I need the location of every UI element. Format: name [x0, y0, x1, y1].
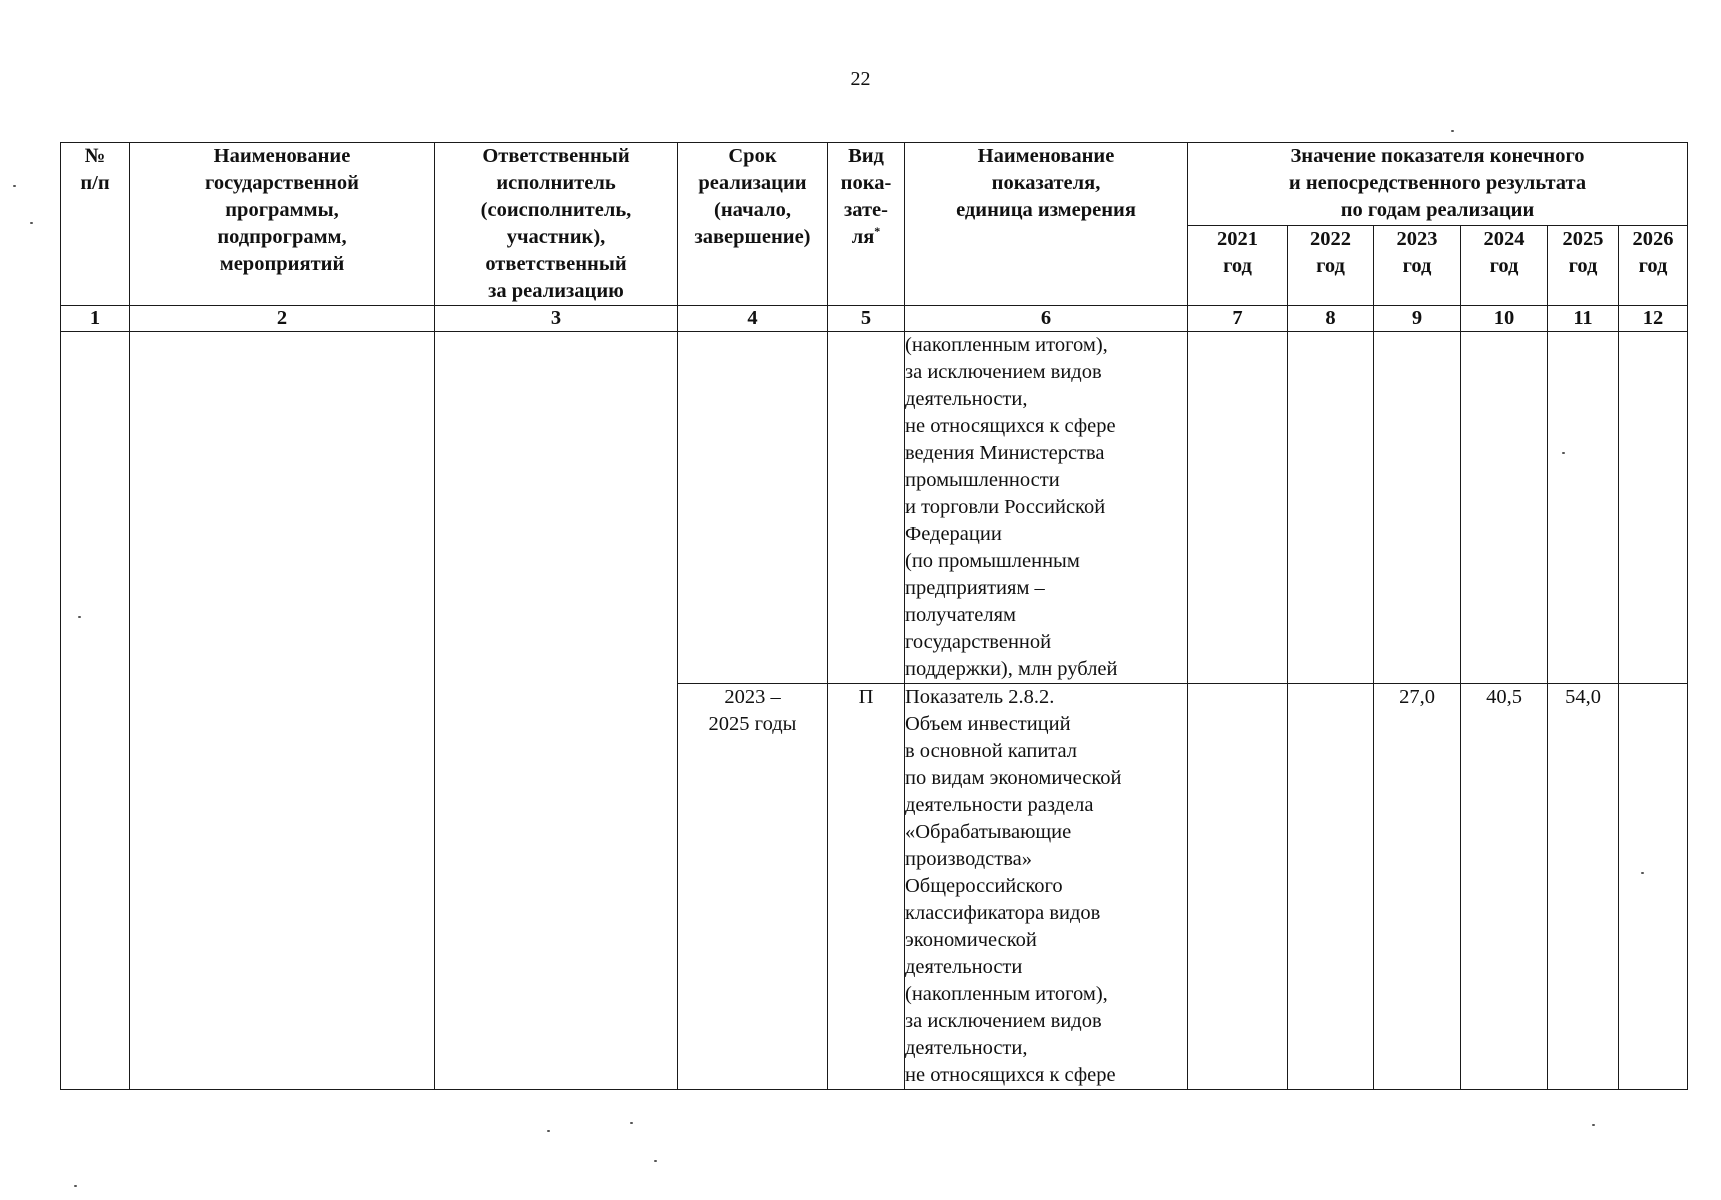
cell-value-2022 — [1288, 684, 1374, 1090]
column-number: 11 — [1548, 306, 1619, 332]
scan-speck — [30, 222, 33, 224]
header-row-top — [61, 143, 1688, 226]
cell-value-2022 — [1288, 332, 1374, 684]
column-number: 10 — [1461, 306, 1548, 332]
header-year-2026: 2026 год — [1619, 226, 1688, 306]
cell-value-2021 — [1188, 684, 1288, 1090]
column-number: 6 — [905, 306, 1188, 332]
cell-value-2021 — [1188, 332, 1288, 684]
scan-speck — [1562, 452, 1565, 454]
header-program-name: Наименование государственной программы, подпрограмм, мероприятий — [130, 143, 435, 306]
cell-value-2025 — [1548, 332, 1619, 684]
cell-value-2026 — [1619, 684, 1688, 1090]
indicators-table — [60, 142, 1688, 1090]
header-number: № п/п — [61, 143, 130, 306]
header-year-2023: 2023 год — [1374, 226, 1461, 306]
column-number: 5 — [828, 306, 905, 332]
header-period: Срок реализации (начало, завершение) — [678, 143, 828, 306]
column-number: 1 — [61, 306, 130, 332]
cell-value-2025: 54,0 — [1548, 684, 1619, 1090]
cell-indicator-name: Показатель 2.8.2. Объем инвестиций в основной капитал по видам экономической деятельности раздела «Обрабатывающие производства» Общероссийского классификатора видов экономической деятельности (накопленным итогом), за исключением видов деятельности, не относящихся к сфере — [905, 684, 1188, 1090]
column-number: 2 — [130, 306, 435, 332]
scan-speck — [13, 185, 16, 187]
header-footnote-mark: * — [874, 224, 881, 239]
column-number-row — [61, 306, 1688, 332]
cell-responsible — [435, 332, 678, 1090]
column-number: 7 — [1188, 306, 1288, 332]
header-year-2022: 2022 год — [1288, 226, 1374, 306]
header-year-2025: 2025 год — [1548, 226, 1619, 306]
cell-value-2023 — [1374, 332, 1461, 684]
page-number: 22 — [850, 68, 871, 90]
cell-value-2023: 27,0 — [1374, 684, 1461, 1090]
cell-value-2024: 40,5 — [1461, 684, 1548, 1090]
column-number: 8 — [1288, 306, 1374, 332]
header-indicator-name: Наименование показателя, единица измерения — [905, 143, 1188, 306]
scan-speck — [78, 616, 81, 618]
header-values-group: Значение показателя конечного и непосредственного результата по годам реализации — [1188, 143, 1688, 226]
scan-speck — [630, 1122, 633, 1124]
header-year-2021: 2021 год — [1188, 226, 1288, 306]
cell-value-2024 — [1461, 332, 1548, 684]
cell-period: 2023 – 2025 годы — [678, 684, 828, 1090]
cell-value-2026 — [1619, 332, 1688, 684]
scan-speck — [1451, 130, 1454, 132]
scan-speck — [1592, 1124, 1595, 1126]
column-number: 9 — [1374, 306, 1461, 332]
cell-period — [678, 332, 828, 684]
scan-speck — [1641, 872, 1644, 874]
header-indicator-type — [828, 143, 905, 306]
cell-indicator-type: П — [828, 684, 905, 1090]
column-number: 4 — [678, 306, 828, 332]
column-number: 3 — [435, 306, 678, 332]
scan-speck — [74, 1185, 77, 1187]
header-year-2024: 2024 год — [1461, 226, 1548, 306]
cell-indicator-name: (накопленным итогом), за исключением видов деятельности, не относящихся к сфере ведения Министерства промышленности и торговли Российской Федерации (по промышленным предприятиям – получателям государственной поддержки), млн рублей — [905, 332, 1188, 684]
table-row — [61, 332, 1688, 684]
column-number: 12 — [1619, 306, 1688, 332]
scan-speck — [654, 1160, 657, 1162]
cell-program-name — [130, 332, 435, 1090]
cell-indicator-type — [828, 332, 905, 684]
header-indicator-type-label: Вид пока- зате- ля — [840, 145, 892, 248]
cell-number — [61, 332, 130, 1090]
scan-speck — [547, 1130, 550, 1132]
header-responsible: Ответственный исполнитель (соисполнитель, участник), ответственный за реализацию — [435, 143, 678, 306]
